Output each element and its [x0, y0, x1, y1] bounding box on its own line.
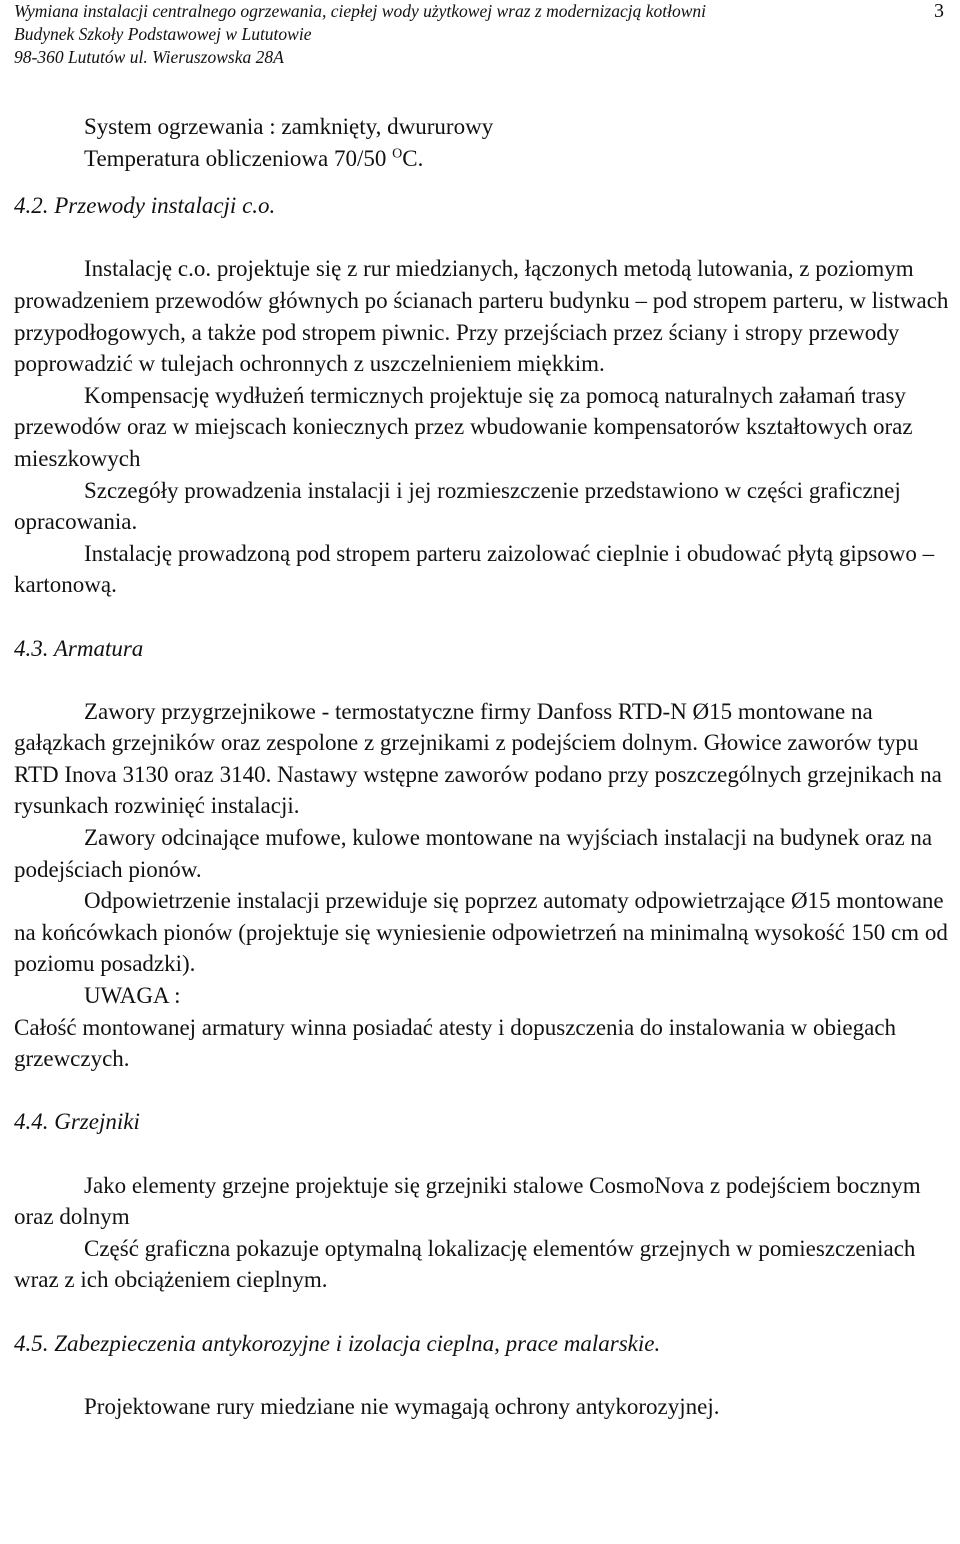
paragraph-4-4-2: Część graficzna pokazuje optymalną lokalizację elementów grzejnych w pomieszczeniach wraz z ich obciążeniem cieplnym. — [14, 1235, 916, 1293]
section-heading-4-2: 4.2. Przewody instalacji c.o. — [14, 193, 276, 219]
design-temperature-line — [14, 143, 954, 175]
paragraph-4-4-1: Jako elementy grzejne projektuje się grzejniki stalowe CosmoNova z podejściem bocznym oraz dolnym — [14, 1172, 921, 1230]
paragraph-4-2-1: Instalację c.o. projektuje się z rur miedzianych, łączonych metodą lutowania, z poziomym prowadzeniem przewodów głównych po ścianach parteru budynku – pod stropem parteru, w listwach przypodłogowych, a także pod stropem piwnic. Przy przejściach przez ściany i stropy przewody poprowadzić w tulejach ochronnych z uszczelnieniem miękkim. — [14, 256, 949, 377]
paragraph-4-3-3: Odpowietrzenie instalacji przewiduje się poprzez automaty odpowietrzające Ø15 montowane na końcówkach pionów (projektuje się wyniesienie odpowietrzeń na minimalną wysokość 150 cm od poziomu posadzki). — [14, 888, 948, 977]
section-heading-4-3: 4.3. Armatura — [14, 635, 144, 661]
paragraph-4-3-2: Zawory odcinające mufowe, kulowe montowane na wyjściach instalacji na budynek oraz na podejściach pionów. — [14, 825, 933, 882]
document-body — [14, 111, 954, 1422]
degree-superscript: O — [392, 145, 403, 161]
paragraph-4-3-1: Zawory przygrzejnikowe - termostatyczne firmy Danfoss RTD-N Ø15 montowane na gałązkach grzejników oraz zespolone z grzejnikami z podejściem dolnym. Głowice zaworów typu RTD Inova 3130 oraz 3140. Nastawy wstępne zaworów podano przy poszczególnych grzejnikach na rysunkach rozwinięć instalacji. — [14, 698, 942, 819]
paragraph-4-2-4: Instalację prowadzoną pod stropem parteru zaizolować cieplnie i obudować płytą gipsowo – kartonową. — [14, 540, 935, 598]
paragraph-4-2-2: Kompensację wydłużeń termicznych projektuje się za pomocą naturalnych załamań trasy przewodów oraz w miejscach koniecznych przez wbudowanie kompensatorów kształtowych oraz mieszkowych — [14, 382, 913, 471]
paragraph-4-2-3: Szczegóły prowadzenia instalacji i jej rozmieszczenie przedstawiono w części graficznej opracowania. — [14, 477, 901, 535]
header-address: 98-360 Lututów ul. Wieruszowska 28A — [14, 47, 284, 67]
warning-label: UWAGA : — [84, 983, 181, 1009]
design-temperature-text: Temperatura obliczeniowa 70/50 — [84, 145, 393, 171]
header-building-name: Budynek Szkoły Podstawowej w Lututowie — [14, 24, 312, 44]
paragraph-4-5-1: Projektowane rury miedziane nie wymagają ochrony antykorozyjnej. — [84, 1393, 720, 1419]
page-number: 3 — [934, 0, 944, 22]
section-heading-4-4: 4.4. Grzejniki — [14, 1109, 140, 1135]
header-project-title: Wymiana instalacji centralnego ogrzewania, ciepłej wody użytkowej wraz z modernizacją kotłowni — [14, 1, 706, 21]
design-temperature-unit: C. — [402, 145, 424, 171]
page-header — [14, 0, 944, 69]
section-heading-4-5: 4.5. Zabezpieczenia antykorozyjne i izolacja cieplna, prace malarskie. — [14, 1330, 661, 1356]
system-type-line: System ogrzewania : zamknięty, dwururowy — [84, 114, 494, 139]
warning-text: Całość montowanej armatury winna posiadać atesty i dopuszczenia do instalowania w obiegach grzewczych. — [14, 1014, 897, 1072]
